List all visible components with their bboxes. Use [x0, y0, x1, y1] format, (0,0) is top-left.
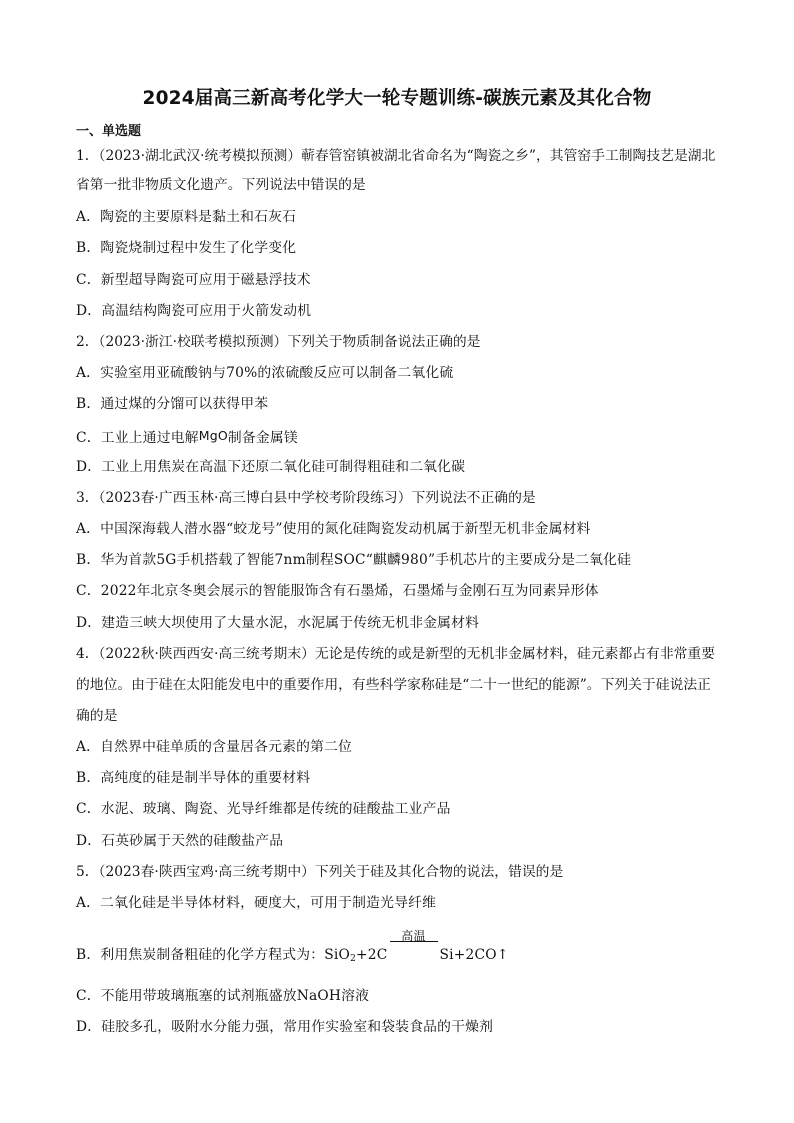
- reaction-bar: [390, 941, 438, 942]
- q1-stem: 1．（2023·湖北武汉·统考模拟预测）蕲春管窑镇被湖北省命名为“陶瓷之乡”，其管窑手工制陶技艺是湖北: [76, 148, 716, 164]
- q5-option-d: D．硅胶多孔，吸附水分能力强，常用作实验室和袋装食品的干燥剂: [76, 1019, 494, 1035]
- formula-subscript: 2: [350, 954, 356, 964]
- q3-option-c: C．2022年北京冬奥会展示的智能服饰含有石墨烯，石墨烯与金刚石互为同素异形体: [76, 583, 599, 599]
- q3-stem: 3．（2023春·广西玉林·高三博白县中学校考阶段练习）下列说法不正确的是: [76, 490, 536, 506]
- q4-stem: 4．（2022秋·陕西西安·高三统考期末）无论是传统的或是新型的无机非金属材料，硅元素都占有非常重要: [76, 646, 716, 662]
- q1-option-d: D．高温结构陶瓷可应用于火箭发动机: [76, 303, 312, 319]
- q4-stem-end: 确的是: [76, 708, 118, 724]
- mgo-formula: MgO: [198, 428, 228, 443]
- q2-option-c-post: 制备金属镁: [227, 430, 298, 446]
- q3-option-d: D．建造三峡大坝使用了大量水泥，水泥属于传统无机非金属材料: [76, 615, 480, 631]
- section-heading: 一、单选题: [76, 124, 142, 139]
- q2-stem: 2．（2023·浙江·校联考模拟预测）下列关于物质制备说法正确的是: [76, 334, 481, 350]
- q1-option-c: C．新型超导陶瓷可应用于磁悬浮技术: [76, 272, 311, 288]
- q5-option-c: C．不能用带玻璃瓶塞的试剂瓶盛放NaOH溶液: [76, 988, 370, 1004]
- reaction-condition: 高温: [401, 929, 426, 943]
- reaction-arrow: [388, 929, 440, 959]
- document-title: 2024届高三新高考化学大一轮专题训练-碳族元素及其化合物: [142, 88, 652, 109]
- q5-option-b-mid: +2C: [356, 947, 388, 963]
- q4-option-d: D．石英砂属于天然的硅酸盐产品: [76, 833, 284, 849]
- q1-stem-cont: 省第一批非物质文化遗产。下列说法中错误的是: [76, 177, 366, 193]
- q4-option-a: A．自然界中硅单质的含量居各元素的第二位: [76, 739, 353, 755]
- q4-stem-cont: 的地位。由于硅在太阳能发电中的重要作用，有些科学家称硅是“二十一世纪的能源”。下列关于硅说法正: [76, 677, 711, 693]
- q5-option-a: A．二氧化硅是半导体材料，硬度大，可用于制造光导纤维: [76, 895, 437, 911]
- q4-option-b: B．高纯度的硅是制半导体的重要材料: [76, 770, 311, 786]
- q2-option-c: [76, 425, 726, 449]
- q5-option-b: [76, 929, 726, 966]
- q3-option-b: B．华为首款5G手机搭载了智能7nm制程SOC“麒麟980”手机芯片的主要成分是二氧化硅: [76, 552, 632, 568]
- q5-option-b-post: Si+2CO↑: [439, 947, 509, 963]
- q2-option-c-pre: C．工业上通过电解: [76, 430, 199, 446]
- q5-option-b-pre: B．利用焦炭制备粗硅的化学方程式为：SiO: [76, 947, 351, 963]
- q1-option-a: A．陶瓷的主要原料是黏土和石灰石: [76, 209, 297, 225]
- q5-stem: 5．（2023春·陕西宝鸡·高三统考期中）下列关于硅及其化合物的说法，错误的是: [76, 864, 564, 880]
- q2-option-d: D．工业上用焦炭在高温下还原二氧化硅可制得粗硅和二氧化碳: [76, 459, 466, 475]
- q3-option-a: A．中国深海载人潜水器“蛟龙号”使用的氮化硅陶瓷发动机属于新型无机非金属材料: [76, 521, 591, 537]
- q1-option-b: B．陶瓷烧制过程中发生了化学变化: [76, 240, 297, 256]
- q4-option-c: C．水泥、玻璃、陶瓷、光导纤维都是传统的硅酸盐工业产品: [76, 801, 451, 817]
- q2-option-b: B．通过煤的分馏可以获得甲苯: [76, 396, 269, 412]
- q2-option-a: A．实验室用亚硫酸钠与70%的浓硫酸反应可以制备二氧化硫: [76, 365, 454, 381]
